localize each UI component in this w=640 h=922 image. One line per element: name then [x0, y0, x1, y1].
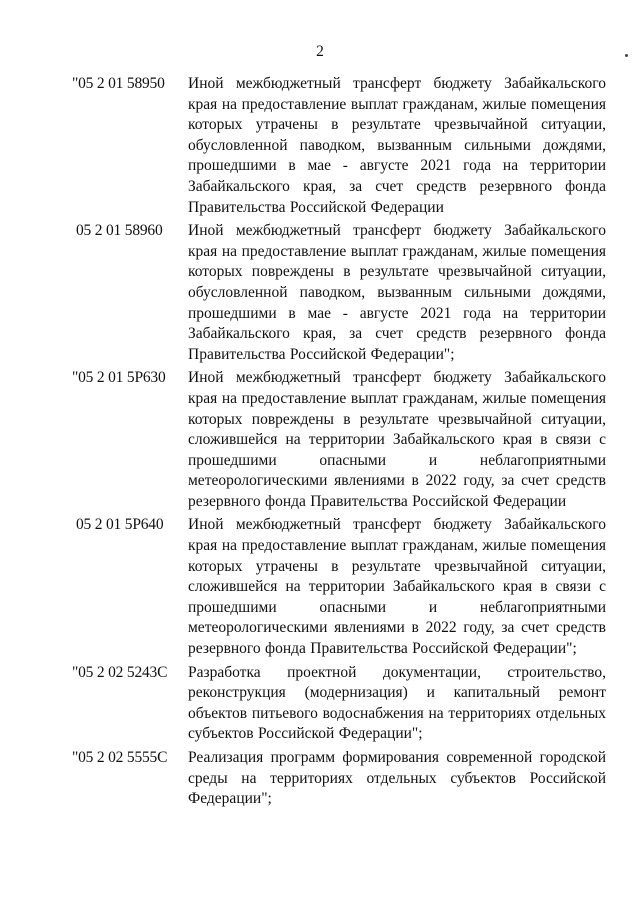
budget-code-description: Разработка проектной документации, строительство, реконструкция (модернизация) и капитальный ремонт объектов питьевого водоснабжения на территориях отдельных субъектов Российской Федерации";	[188, 663, 606, 743]
budget-code: 05 2 01 58960	[76, 222, 163, 240]
page-number: 2	[316, 43, 324, 60]
list-item	[72, 368, 606, 512]
budget-code: 05 2 01 5Р640	[76, 516, 164, 534]
list-item	[72, 74, 606, 218]
list-item	[72, 515, 606, 659]
budget-code-description: Реализация программ формирования современной городской среды на территориях отдельных субъектов Российской Федерации";	[188, 749, 606, 808]
list-item	[72, 748, 606, 810]
budget-code: "05 2 02 5243С	[72, 663, 168, 681]
budget-code-description: Иной межбюджетный трансферт бюджету Забайкальского края на предоставление выплат гражданам, жилые помещения которых повреждены в результате чрезвычайной ситуации, сложившейся на территории Забайкальского края в связи с прошедшими опасными и неблагоприятными метеорологическими явлениями в 2022 году, за счет средств резервного фонда Правительства Российской Федерации	[188, 369, 606, 510]
budget-code: "05 2 01 5Р630	[72, 369, 166, 387]
budget-code: "05 2 01 58950	[72, 75, 165, 92]
budget-code: "05 2 02 5555С	[72, 749, 168, 766]
budget-code-description: Иной межбюджетный трансферт бюджету Забайкальского края на предоставление выплат гражданам, жилые помещения которых утрачены в результате чрезвычайной ситуации, сложившейся на территории Забайкальского края в связи с прошедшими опасными и неблагоприятными метеорологическими явлениями в 2022 году, за счет средств резервного фонда Правительства Российской Федерации";	[188, 516, 606, 658]
scan-dot	[625, 54, 628, 57]
budget-code-description: Иной межбюджетный трансферт бюджету Забайкальского края на предоставление выплат гражданам, жилые помещения которых утрачены в результате чрезвычайной ситуации, обусловленной паводком, вызванным сильными дождями, прошедшими в мае - августе 2021 года на территории Забайкальского края, за счет средств резервного фонда Правительства Российской Федерации	[188, 75, 606, 216]
budget-code-description: Иной межбюджетный трансферт бюджету Забайкальского края на предоставление выплат гражданам, жилые помещения которых повреждены в результате чрезвычайной ситуации, обусловленной паводком, вызванным сильными дождями, прошедшими в мае - августе 2021 года на территории Забайкальского края, за счет средств резервного фонда Правительства Российской Федерации";	[188, 222, 606, 363]
list-item	[72, 663, 606, 745]
budget-code-list	[72, 74, 606, 813]
list-item	[72, 221, 606, 365]
